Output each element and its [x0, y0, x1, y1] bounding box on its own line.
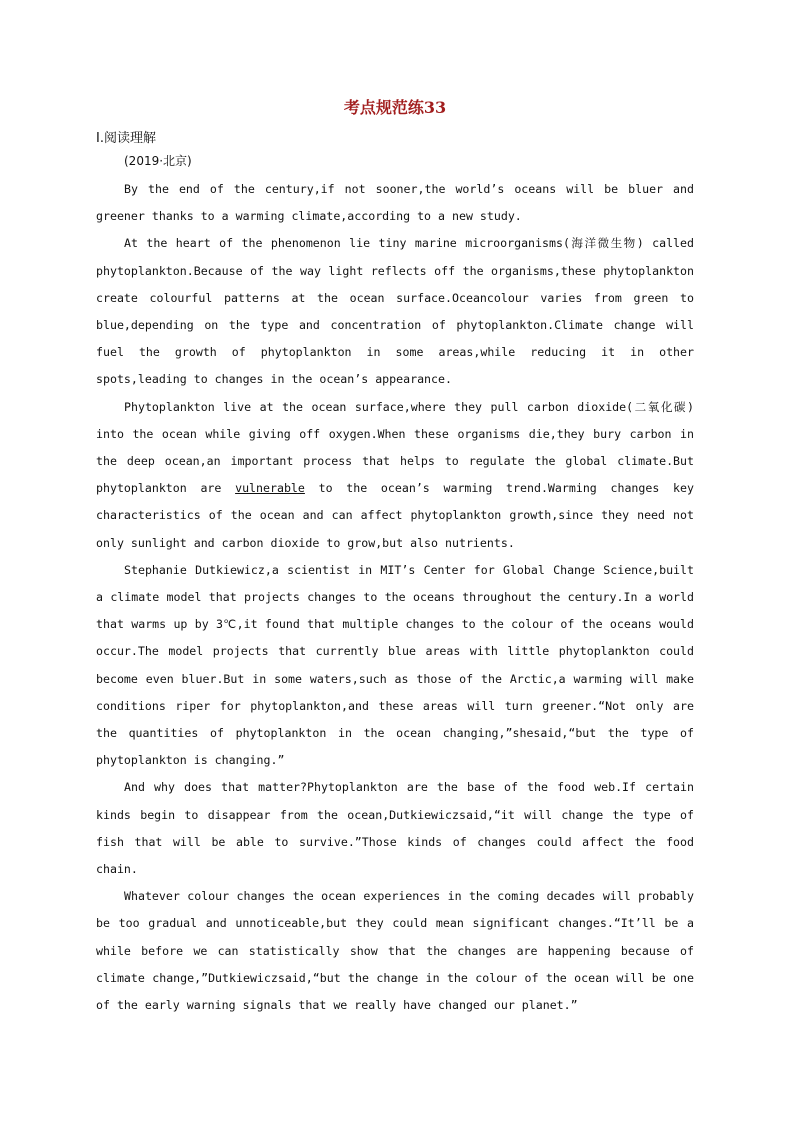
paragraph-4: Stephanie Dutkiewicz,a scientist in MIT’s Center for Global Change Science,built a climate model that projects changes to the oceans throughout the century.In a world that warms up by 3℃,it found that multiple changes to the colour of the oceans would occur.The model projects that currently blue areas with little phytoplankton could become even bluer.But in some waters,such as those of the Arctic,a warming will make conditions riper for phytoplankton,and these areas will turn greener.“Not only are the quantities of phytoplankton in the ocean changing,”shesaid,“but the type of phytoplankton is changing.”: [96, 562, 694, 768]
paragraph-3: [96, 394, 694, 557]
underlined-word: vulnerable: [235, 481, 305, 496]
page-title: 考点规范练33: [343, 98, 447, 117]
paragraph-3-text-a: Phytoplankton live at the ocean surface,where they pull carbon dioxide(二氧化碳) into the ocean while giving off oxygen.When these organisms die,they bury carbon in the deep ocean,an important process that helps to regulate the global climate.But phytoplankton are: [96, 399, 694, 496]
paragraph-5: And why does that matter?Phytoplankton are the base of the food web.If certain kinds begin to disappear from the ocean,Dutkiewiczsaid,“it will change the type of fish that will be able to survive.”Those kinds of changes could affect the food chain.: [96, 780, 694, 877]
paragraph-6: Whatever colour changes the ocean experiences in the coming decades will probably be too gradual and unnoticeable,but they could mean significant changes.“It’ll be a while before we can statistically show that the changes are happening because of climate change,”Dutkiewiczsaid,“but the change in the colour of the ocean will be one of the early warning signals that we really have changed our planet.”: [96, 889, 694, 1013]
paragraph-3-text-b: to the ocean’s warming trend.Warming changes key characteristics of the ocean and can affect phytoplankton growth,since they need not only sunlight and carbon dioxide to grow,but also nutrients.: [96, 481, 694, 550]
section-heading: Ⅰ.阅读理解: [96, 131, 156, 146]
paragraph-1: By the end of the century,if not sooner,the world’s oceans will be bluer and greener thanks to a warming climate,according to a new study.: [96, 182, 694, 224]
paragraph-2: At the heart of the phenomenon lie tiny marine microorganisms(海洋微生物) called phytoplankton.Because of the way light reflects off the organisms,these phytoplankton create colourful patterns at the ocean surface.Oceancolour varies from green to blue,depending on the type and concentration of phytoplankton.Climate change will fuel the growth of phytoplankton in some areas,while reducing it in other spots,leading to changes in the ocean’s appearance.: [96, 236, 694, 387]
passage-source: (2019·北京): [124, 154, 192, 168]
document-page: [96, 94, 694, 1019]
